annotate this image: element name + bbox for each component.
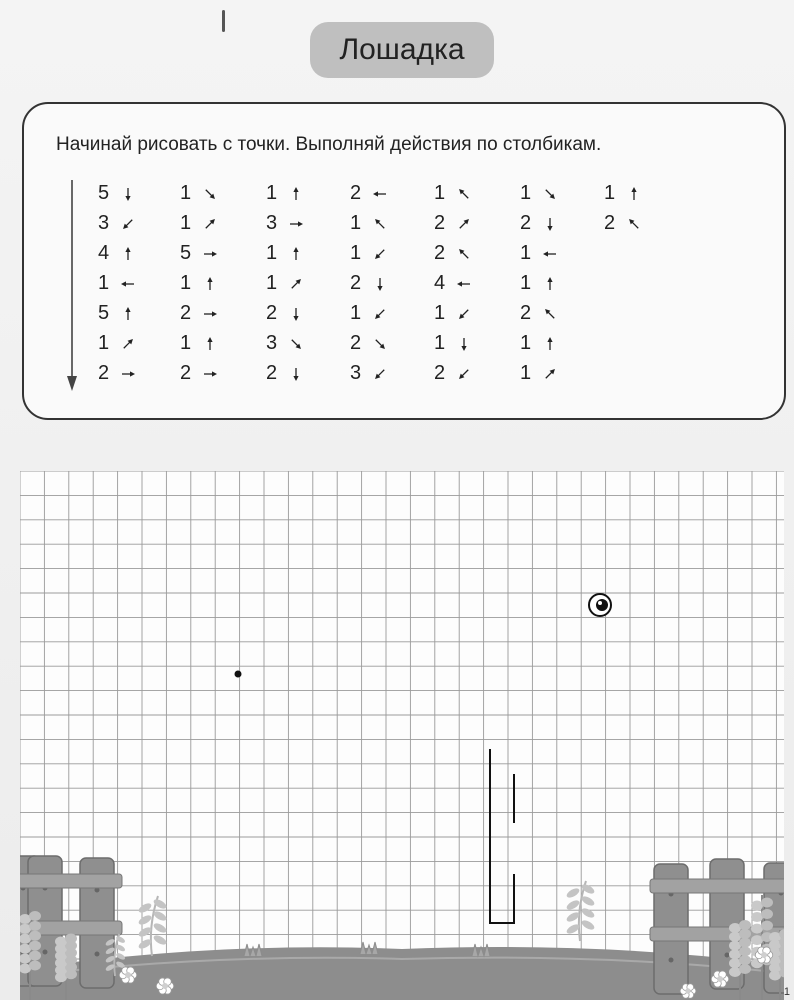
start-dot: [235, 671, 242, 678]
down-right-arrow-icon: [542, 185, 558, 201]
left-arrow-icon: [456, 275, 472, 291]
step: [180, 178, 218, 208]
steps-column: [180, 178, 218, 388]
daisy-icon: [125, 972, 131, 978]
step: [180, 208, 218, 238]
up-left-arrow-icon: [626, 215, 642, 231]
step: [434, 238, 472, 268]
up-left-arrow-icon: [542, 305, 558, 321]
step-count: 1: [350, 301, 362, 324]
step-count: 1: [520, 331, 532, 354]
step: [180, 328, 218, 358]
left-arrow-icon: [372, 185, 388, 201]
step: [434, 358, 472, 388]
step: [604, 178, 642, 208]
step: [434, 298, 472, 328]
daisy-icon: [761, 952, 767, 958]
grass-tuft: [244, 944, 262, 956]
step: [520, 208, 558, 238]
step-count: 2: [98, 361, 110, 384]
up-arrow-icon: [288, 245, 304, 261]
down-left-arrow-icon: [372, 365, 388, 381]
step: [434, 208, 472, 238]
step-count: 1: [266, 241, 278, 264]
step-count: 1: [604, 181, 616, 204]
step-count: 1: [434, 301, 446, 324]
steps-column: [520, 178, 558, 388]
step-count: 1: [180, 211, 192, 234]
steps-column: [604, 178, 642, 238]
step-count: 2: [180, 361, 192, 384]
up-left-arrow-icon: [372, 215, 388, 231]
up-right-arrow-icon: [456, 215, 472, 231]
down-left-arrow-icon: [372, 245, 388, 261]
down-right-arrow-icon: [288, 335, 304, 351]
down-arrow-icon: [66, 180, 78, 392]
step: [520, 298, 558, 328]
up-arrow-icon: [202, 335, 218, 351]
down-right-arrow-icon: [202, 185, 218, 201]
instruction-text: Начинай рисовать с точки. Выполняй действия по столбикам.: [56, 134, 602, 155]
step-count: 1: [520, 241, 532, 264]
step: [98, 268, 136, 298]
down-arrow-icon: [288, 365, 304, 381]
step: [350, 268, 388, 298]
step: [180, 238, 218, 268]
pencil-mark: [222, 10, 225, 32]
up-arrow-icon: [626, 185, 642, 201]
step-count: 4: [434, 271, 446, 294]
step-count: 4: [98, 241, 110, 264]
up-right-arrow-icon: [288, 275, 304, 291]
grass-tuft: [472, 944, 490, 956]
down-left-arrow-icon: [120, 215, 136, 231]
steps-column: [350, 178, 388, 388]
step-count: 2: [434, 241, 446, 264]
step-count: 1: [180, 331, 192, 354]
step: [266, 328, 304, 358]
step: [604, 208, 642, 238]
down-left-arrow-icon: [372, 305, 388, 321]
right-arrow-icon: [288, 215, 304, 231]
down-arrow-icon: [372, 275, 388, 291]
step-count: 5: [98, 181, 110, 204]
step: [98, 358, 136, 388]
step: [98, 178, 136, 208]
step: [180, 298, 218, 328]
step: [520, 178, 558, 208]
step-count: 2: [350, 271, 362, 294]
eye-pupil: [596, 599, 608, 611]
step-count: 3: [266, 211, 278, 234]
daisy-icon: [162, 983, 168, 989]
step: [98, 208, 136, 238]
step: [350, 328, 388, 358]
step-count: 2: [180, 301, 192, 324]
step: [266, 238, 304, 268]
step: [520, 238, 558, 268]
step-count: 1: [266, 271, 278, 294]
up-arrow-icon: [202, 275, 218, 291]
step-count: 2: [266, 301, 278, 324]
up-right-arrow-icon: [202, 215, 218, 231]
step-count: 1: [180, 271, 192, 294]
step-count: 2: [434, 361, 446, 384]
step-count: 1: [180, 181, 192, 204]
down-arrow-icon: [542, 215, 558, 231]
down-left-arrow-icon: [456, 305, 472, 321]
up-arrow-icon: [288, 185, 304, 201]
step-count: 2: [604, 211, 616, 234]
step: [520, 268, 558, 298]
step-count: 1: [98, 331, 110, 354]
daisy-icon: [717, 976, 723, 982]
step: [98, 238, 136, 268]
steps-column: [266, 178, 304, 388]
step-count: 2: [350, 181, 362, 204]
right-arrow-icon: [120, 365, 136, 381]
step-count: 1: [520, 181, 532, 204]
down-arrow-icon: [288, 305, 304, 321]
step-count: 2: [266, 361, 278, 384]
up-arrow-icon: [120, 245, 136, 261]
left-arrow-icon: [542, 245, 558, 261]
instructions-box: [22, 102, 786, 420]
step-count: 5: [180, 241, 192, 264]
step: [98, 298, 136, 328]
step: [266, 268, 304, 298]
step: [520, 328, 558, 358]
step-count: 1: [266, 181, 278, 204]
step: [350, 358, 388, 388]
up-right-arrow-icon: [542, 365, 558, 381]
step: [434, 178, 472, 208]
step: [180, 268, 218, 298]
step: [350, 208, 388, 238]
step-count: 1: [350, 241, 362, 264]
up-arrow-icon: [542, 335, 558, 351]
step-count: 1: [434, 331, 446, 354]
down-right-arrow-icon: [372, 335, 388, 351]
right-arrow-icon: [202, 305, 218, 321]
step: [350, 298, 388, 328]
step-count: 2: [520, 211, 532, 234]
step: [434, 328, 472, 358]
step: [266, 358, 304, 388]
step-count: 3: [350, 361, 362, 384]
step-count: 2: [350, 331, 362, 354]
down-arrow-icon: [120, 185, 136, 201]
left-arrow-icon: [120, 275, 136, 291]
up-arrow-icon: [542, 275, 558, 291]
step: [266, 298, 304, 328]
step-count: 1: [520, 361, 532, 384]
step: [98, 328, 136, 358]
grass-tuft: [360, 942, 378, 954]
step-count: 3: [98, 211, 110, 234]
step: [350, 178, 388, 208]
step-count: 2: [520, 301, 532, 324]
page-number: 1: [783, 986, 790, 998]
down-left-arrow-icon: [456, 365, 472, 381]
down-arrow-icon: [456, 335, 472, 351]
step: [434, 268, 472, 298]
up-right-arrow-icon: [120, 335, 136, 351]
drawing-grid: [20, 471, 784, 1000]
step-count: 1: [350, 211, 362, 234]
steps-column: [98, 178, 136, 388]
step-count: 2: [434, 211, 446, 234]
step: [520, 358, 558, 388]
up-left-arrow-icon: [456, 185, 472, 201]
step-count: 3: [266, 331, 278, 354]
step-count: 1: [98, 271, 110, 294]
step: [350, 238, 388, 268]
daisy-icon: [685, 988, 690, 993]
up-arrow-icon: [120, 305, 136, 321]
right-arrow-icon: [202, 245, 218, 261]
page-title: Лошадка: [310, 22, 494, 78]
step: [180, 358, 218, 388]
fence-rail: [650, 879, 784, 893]
step-count: 1: [520, 271, 532, 294]
right-arrow-icon: [202, 365, 218, 381]
up-left-arrow-icon: [456, 245, 472, 261]
step: [266, 208, 304, 238]
fence-rail: [20, 874, 122, 888]
step-count: 5: [98, 301, 110, 324]
step: [266, 178, 304, 208]
steps-column: [434, 178, 472, 388]
step-count: 1: [434, 181, 446, 204]
